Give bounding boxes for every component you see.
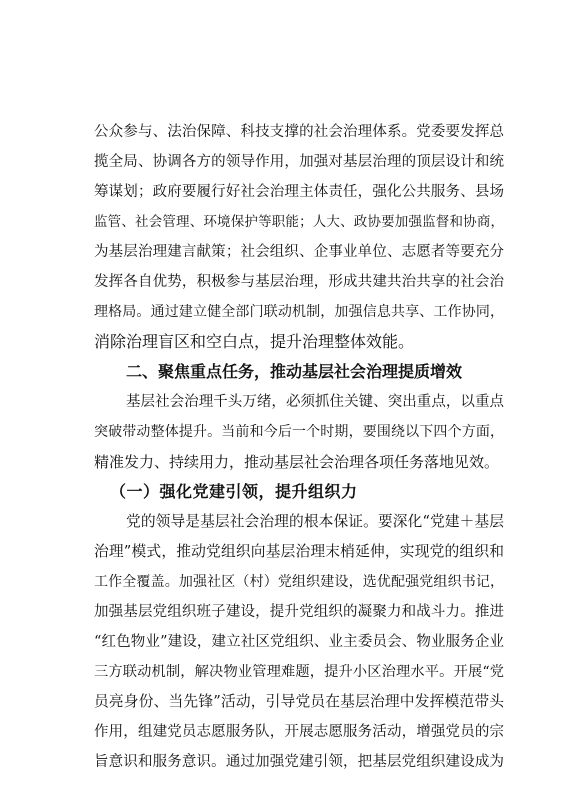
text-line: 党的领导是基层社会治理的根本保证。要深化“党建＋基层 [126,513,504,530]
text-line: 三方联动机制，解决物业管理难题，提升小区治理水平。开展“党 [94,664,504,680]
text-line: 作用，组建党员志愿服务队，开展志愿服务活动，增强党员的宗 [94,724,504,740]
text-line: 治理”模式，推动党组织向基层治理末梢延伸，实现党的组织和 [94,543,504,560]
text-line: 突破带动整体提升。当前和今后一个时期，要围绕以下四个方面， [94,424,504,440]
text-line: 监管、社会管理、环境保护等职能；人大、政协要加强监督和协商， [94,214,504,230]
text-line: 发挥各自优势，积极参与基层治理，形成共建共治共享的社会治 [94,274,504,290]
text-line: 工作全覆盖。加强社区（村）党组织建设，选优配强党组织书记， [94,574,504,590]
text-line: 为基层治理建言献策；社会组织、企事业单位、志愿者等要充分 [94,244,504,260]
subsection-heading: （一）强化党建引领，提升组织力 [110,482,358,501]
section-heading: 二、聚焦重点任务，推动基层社会治理提质增效 [126,362,463,381]
text-line: 公众参与、法治保障、科技支撑的社会治理体系。党委要发挥总 [94,124,504,140]
text-line: 揽全局、协调各方的领导作用，加强对基层治理的顶层设计和统 [94,154,504,170]
text-line: 精准发力、持续用力，推动基层社会治理各项任务落地见效。 [94,453,500,471]
text-line: 理格局。通过建立健全部门联动机制，加强信息共享、工作协同， [94,304,504,320]
text-line: 旨意识和服务意识。通过加强党建引领，把基层党组织建设成为 [94,754,504,770]
text-line: 员亮身份、当先锋”活动，引导党员在基层治理中发挥模范带头 [94,693,504,710]
text-line: 筹谋划；政府要履行好社会治理主体责任，强化公共服务、县场 [94,184,504,200]
text-line: “红色物业”建设，建立社区党组织、业主委员会、物业服务企业 [94,634,504,650]
text-line: 加强基层党组织班子建设，提升党组织的凝聚力和战斗力。推进 [94,604,504,620]
text-line: 基层社会治理千头万绪，必须抓住关键、突出重点，以重点 [126,394,504,410]
text-line: 消除治理盲区和空白点，提升治理整体效能。 [94,332,415,351]
